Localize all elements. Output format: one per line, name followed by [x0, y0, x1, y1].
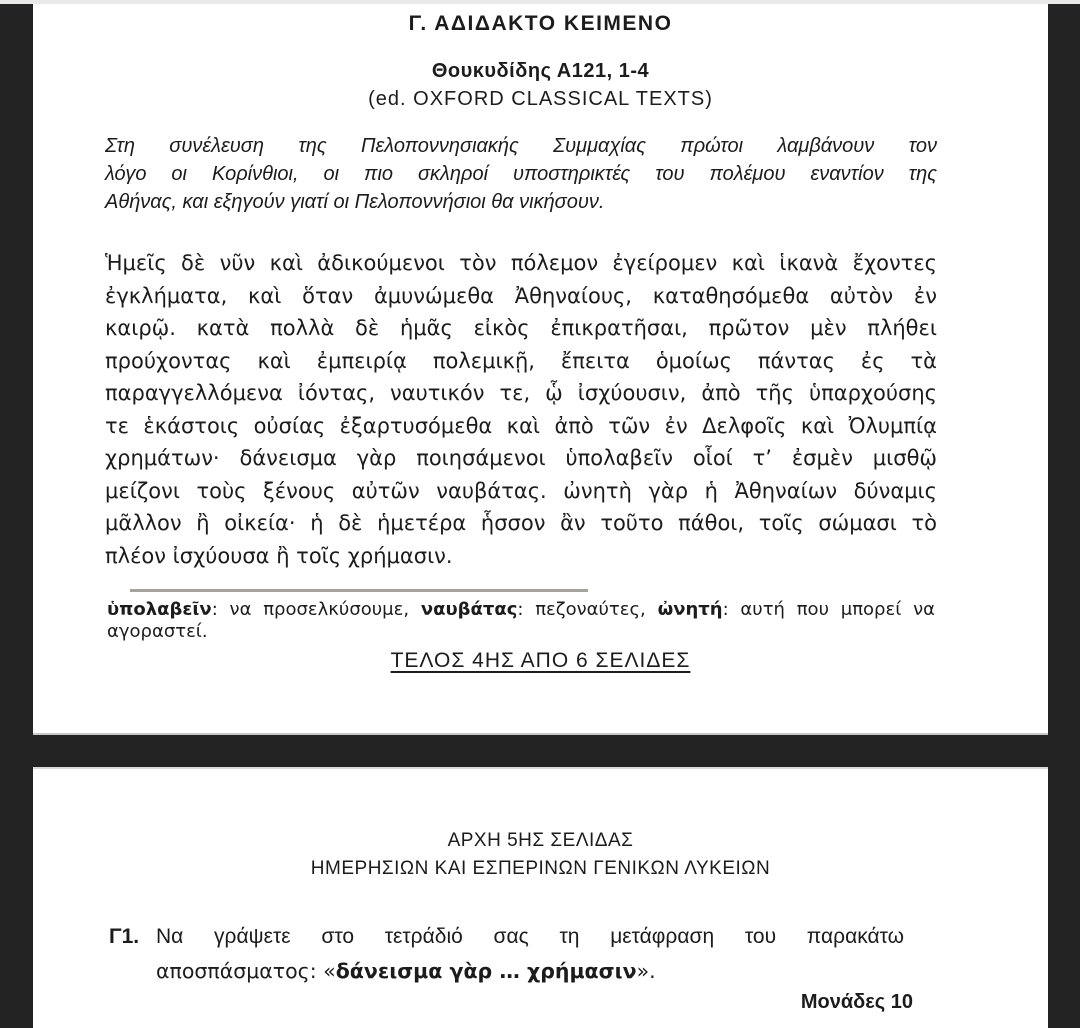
footnote-term: ὠνητή: [657, 599, 723, 620]
question-text: ».: [636, 959, 656, 983]
question-line: [156, 954, 904, 989]
question-label: Γ1.: [109, 925, 140, 948]
question-line: Να γράψετε στο τετράδιό σας τη μετάφραση του παρακάτω: [156, 925, 904, 948]
passage-line: καιρῷ. κατὰ πολλὰ δὲ ἡμᾶς εἰκὸς ἐπικρατῆσαι, πρῶτον μὲν πλήθει: [105, 316, 937, 340]
passage-line: προύχοντας καὶ ἐμπειρίᾳ πολεμικῇ, ἔπειτα ὁμοίως πάντας ἐς τὰ: [105, 348, 937, 373]
edition-note: (ed. OXFORD CLASSICAL TEXTS): [368, 88, 713, 110]
passage-line: ἐγκλήματα, καὶ ὅταν ἀμυνώμεθα Ἀθηναίους, καταθησόμεθα αὐτὸν ἐν: [105, 283, 937, 308]
ancient-greek-passage: [105, 247, 937, 572]
footnote-line: αγοραστεί.: [107, 621, 208, 642]
question-text: αποσπάσματος: «: [156, 959, 336, 983]
intro-paragraph: [105, 132, 937, 216]
question-g1: [109, 919, 961, 989]
intro-line: Στη συνέλευση της Πελοποννησιακής Συμμαχίας πρώτοι λαμβάνουν τον: [105, 135, 937, 157]
footnote-gloss: : αυτή που μπορεί να: [722, 599, 935, 620]
passage-line: τε ἑκάστοις οὐσίας ἐξαρτυσόμεθα καὶ ἀπὸ τῶν ἐν Δελφοῖς καὶ Ὀλυμπίᾳ: [105, 413, 937, 438]
school-type-header: ΗΜΕΡΗΣΙΩΝ ΚΑΙ ΕΣΠΕΡΙΝΩΝ ΓΕΝΙΚΩΝ ΛΥΚΕΙΩΝ: [310, 858, 771, 879]
passage-line: παραγγελλόμενα ἰόντας, ναυτικόν τε, ᾧ ἰσχύουσιν, ἀπὸ τῆς ὑπαρχούσης: [105, 381, 937, 405]
points-label: Μονάδες 10: [800, 991, 913, 1013]
passage-line: μᾶλλον ἢ οἰκεία· ἡ δὲ ἡμετέρα ἧσσον ἂν τοῦτο πάθοι, τοῖς σώμασι τὸ: [105, 511, 937, 535]
page-end-marker: ΤΕΛΟΣ 4ΗΣ ΑΠΟ 6 ΣΕΛΙΔΕΣ: [390, 649, 691, 672]
footnote-line: [107, 599, 935, 621]
footnote-term: ὑπολαβεῖν: [107, 599, 212, 620]
passage-line: πλέον ἰσχύουσα ἢ τοῖς χρήμασιν.: [105, 543, 453, 568]
footnote-term: ναυβάτας: [420, 599, 518, 620]
document-page-5: [33, 767, 1048, 1028]
quoted-excerpt: δάνεισμα γὰρ … χρήμασιν: [335, 959, 637, 983]
section-title: Γ. ΑΔΙΔΑΚΤΟ ΚΕΙΜΕΝΟ: [408, 12, 673, 35]
document-page-4: [33, 4, 1048, 735]
footnote-separator: [130, 589, 588, 592]
passage-line: χρημάτων· δάνεισμα γὰρ ποιησάμενοι ὑπολαβεῖν οἷοί τ’ ἐσμὲν μισθῷ: [105, 446, 937, 470]
glossary-footnote: [107, 599, 935, 643]
passage-line: μείζονι τοὺς ξένους αὐτῶν ναυβάτας. ὠνητὴ γὰρ ἡ Ἀθηναίων δύναμις: [105, 478, 937, 503]
footnote-gloss: : πεζοναύτες,: [517, 599, 658, 620]
passage-line: Ἡμεῖς δὲ νῦν καὶ ἀδικούμενοι τὸν πόλεμον ἐγείρομεν καὶ ἱκανὰ ἔχοντες: [105, 251, 937, 275]
page-start-marker: ΑΡΧΗ 5ΗΣ ΣΕΛΙΔΑΣ: [447, 830, 634, 851]
question-body: [156, 919, 904, 989]
intro-line: λόγο οι Κορίνθιοι, οι πιο σκληροί υποστηρικτές του πολέμου εναντίον της: [105, 163, 937, 185]
intro-line: Αθήνας, και εξηγούν γιατί οι Πελοποννήσιοι θα νικήσουν.: [105, 191, 605, 213]
source-title: Θουκυδίδης Α121, 1-4: [431, 60, 650, 82]
footnote-gloss: : να προσελκύσουμε,: [211, 599, 421, 620]
